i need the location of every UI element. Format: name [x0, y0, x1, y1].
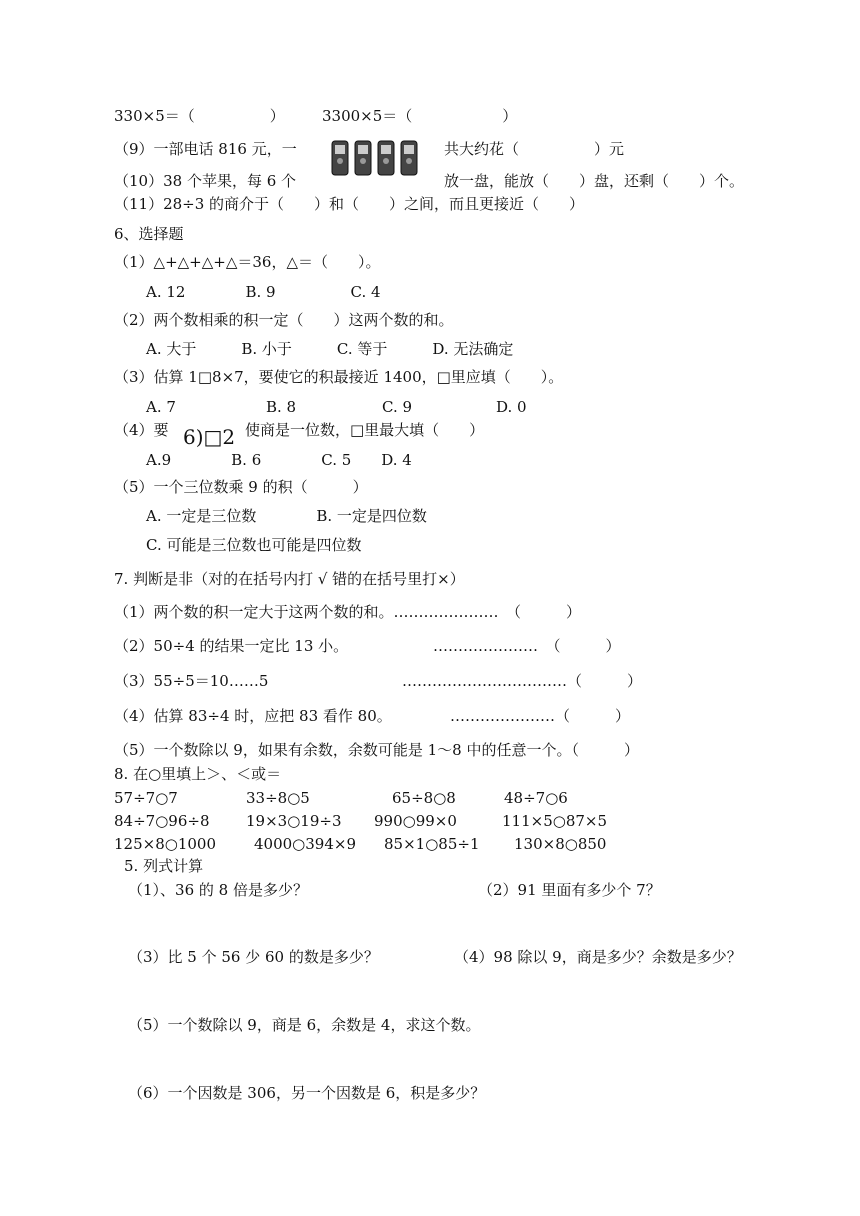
q9-end: 共大约花（ ）元	[444, 140, 625, 158]
choice-3: （3）估算 1□8×7，要使它的积最接近 1400，□里应填（ ）。	[114, 368, 564, 386]
section-5-heading: 5. 列式计算	[124, 857, 204, 875]
long-division-text: 6)□2	[183, 425, 236, 449]
judge-4: （4）估算 83÷4 时，应把 83 看作 80。	[114, 707, 392, 725]
problem-2: （2）91 里面有多少个 7？	[478, 881, 661, 899]
choice-2-options: A. 大于 B. 小于 C. 等于 D. 无法确定	[146, 340, 514, 358]
choice-2: （2）两个数相乘的积一定（ ）这两个数的和。	[114, 311, 454, 329]
compare-item: 85×1○85÷1	[384, 835, 480, 853]
choice-5: （5）一个三位数乘 9 的积（ ）	[114, 478, 368, 496]
choice-4-end: 使商是一位数，□里最大填（ ）	[245, 421, 485, 439]
problem-4: （4）98 除以 9，商是多少？余数是多少？	[454, 948, 742, 966]
judge-5: （5）一个数除以 9，如果有余数，余数可能是 1～8 中的任意一个。（ ）	[114, 741, 639, 759]
problem-5: （5）一个数除以 9，商是 6，余数是 4，求这个数。	[128, 1016, 481, 1034]
compare-item: 130×8○850	[514, 835, 607, 853]
judge-2-dots: ………………… （ ）	[433, 637, 621, 655]
judge-3-dots: ……………………………（ ）	[402, 672, 643, 690]
judge-4-dots: …………………（ ）	[450, 707, 631, 725]
problem-3: （3）比 5 个 56 少 60 的数是多少？	[128, 948, 379, 966]
judge-3: （3）55÷5＝10……5	[114, 672, 269, 690]
compare-item: 57÷7○7	[114, 789, 178, 807]
choice-3-option-b: B. 8	[266, 398, 297, 416]
compare-item: 33÷8○5	[246, 789, 310, 807]
section-7-heading: 7. 判断是非（对的在括号内打 √ 错的在括号里打×）	[114, 570, 465, 588]
choice-3-option-d: D. 0	[496, 398, 527, 416]
q10-start: （10）38 个苹果，每 6 个	[114, 172, 297, 190]
problem-1: （1）、36 的 8 倍是多少？	[128, 881, 308, 899]
choice-4-options: A.9 B. 6 C. 5 D. 4	[146, 451, 412, 469]
mobile-phone-icon	[330, 139, 420, 179]
compare-item: 84÷7○96÷8	[114, 812, 210, 830]
judge-1: （1）两个数的积一定大于这两个数的和。………………… （ ）	[114, 603, 582, 621]
compare-item: 48÷7○6	[504, 789, 568, 807]
exercise-3300x5: 3300×5＝（ ）	[322, 107, 518, 125]
choice-5-option-c: C. 可能是三位数也可能是四位数	[146, 536, 362, 554]
compare-item: 19×3○19÷3	[246, 812, 342, 830]
exercise-330x5: 330×5＝（ ）	[114, 107, 285, 125]
judge-2: （2）50÷4 的结果一定比 13 小。	[114, 637, 349, 655]
q10-end: 放一盘，能放（ ）盘，还剩（ ）个。	[444, 172, 745, 190]
q11: （11）28÷3 的商介于（ ）和（ ）之间，而且更接近（ ）	[114, 195, 585, 213]
q9-start: （9）一部电话 816 元，一	[114, 140, 297, 158]
compare-item: 65÷8○8	[392, 789, 456, 807]
compare-item: 4000○394×9	[254, 835, 357, 853]
section-8-heading: 8. 在○里填上＞、＜或＝	[114, 765, 282, 783]
choice-1: （1）△+△+△+△＝36，△＝（ ）。	[114, 253, 381, 271]
choice-4-start: （4）要	[114, 421, 169, 439]
compare-item: 990○99×0	[374, 812, 457, 830]
problem-6: （6）一个因数是 306，另一个因数是 6，积是多少？	[128, 1084, 486, 1102]
choice-3-option-c: C. 9	[382, 398, 413, 416]
choice-5-options-ab: A. 一定是三位数 B. 一定是四位数	[146, 507, 427, 525]
compare-item: 125×8○1000	[114, 835, 217, 853]
section-6-heading: 6、选择题	[114, 225, 184, 243]
compare-item: 111×5○87×5	[502, 812, 608, 830]
choice-3-option-a: A. 7	[146, 398, 176, 416]
choice-1-options: A. 12 B. 9 C. 4	[146, 283, 381, 301]
